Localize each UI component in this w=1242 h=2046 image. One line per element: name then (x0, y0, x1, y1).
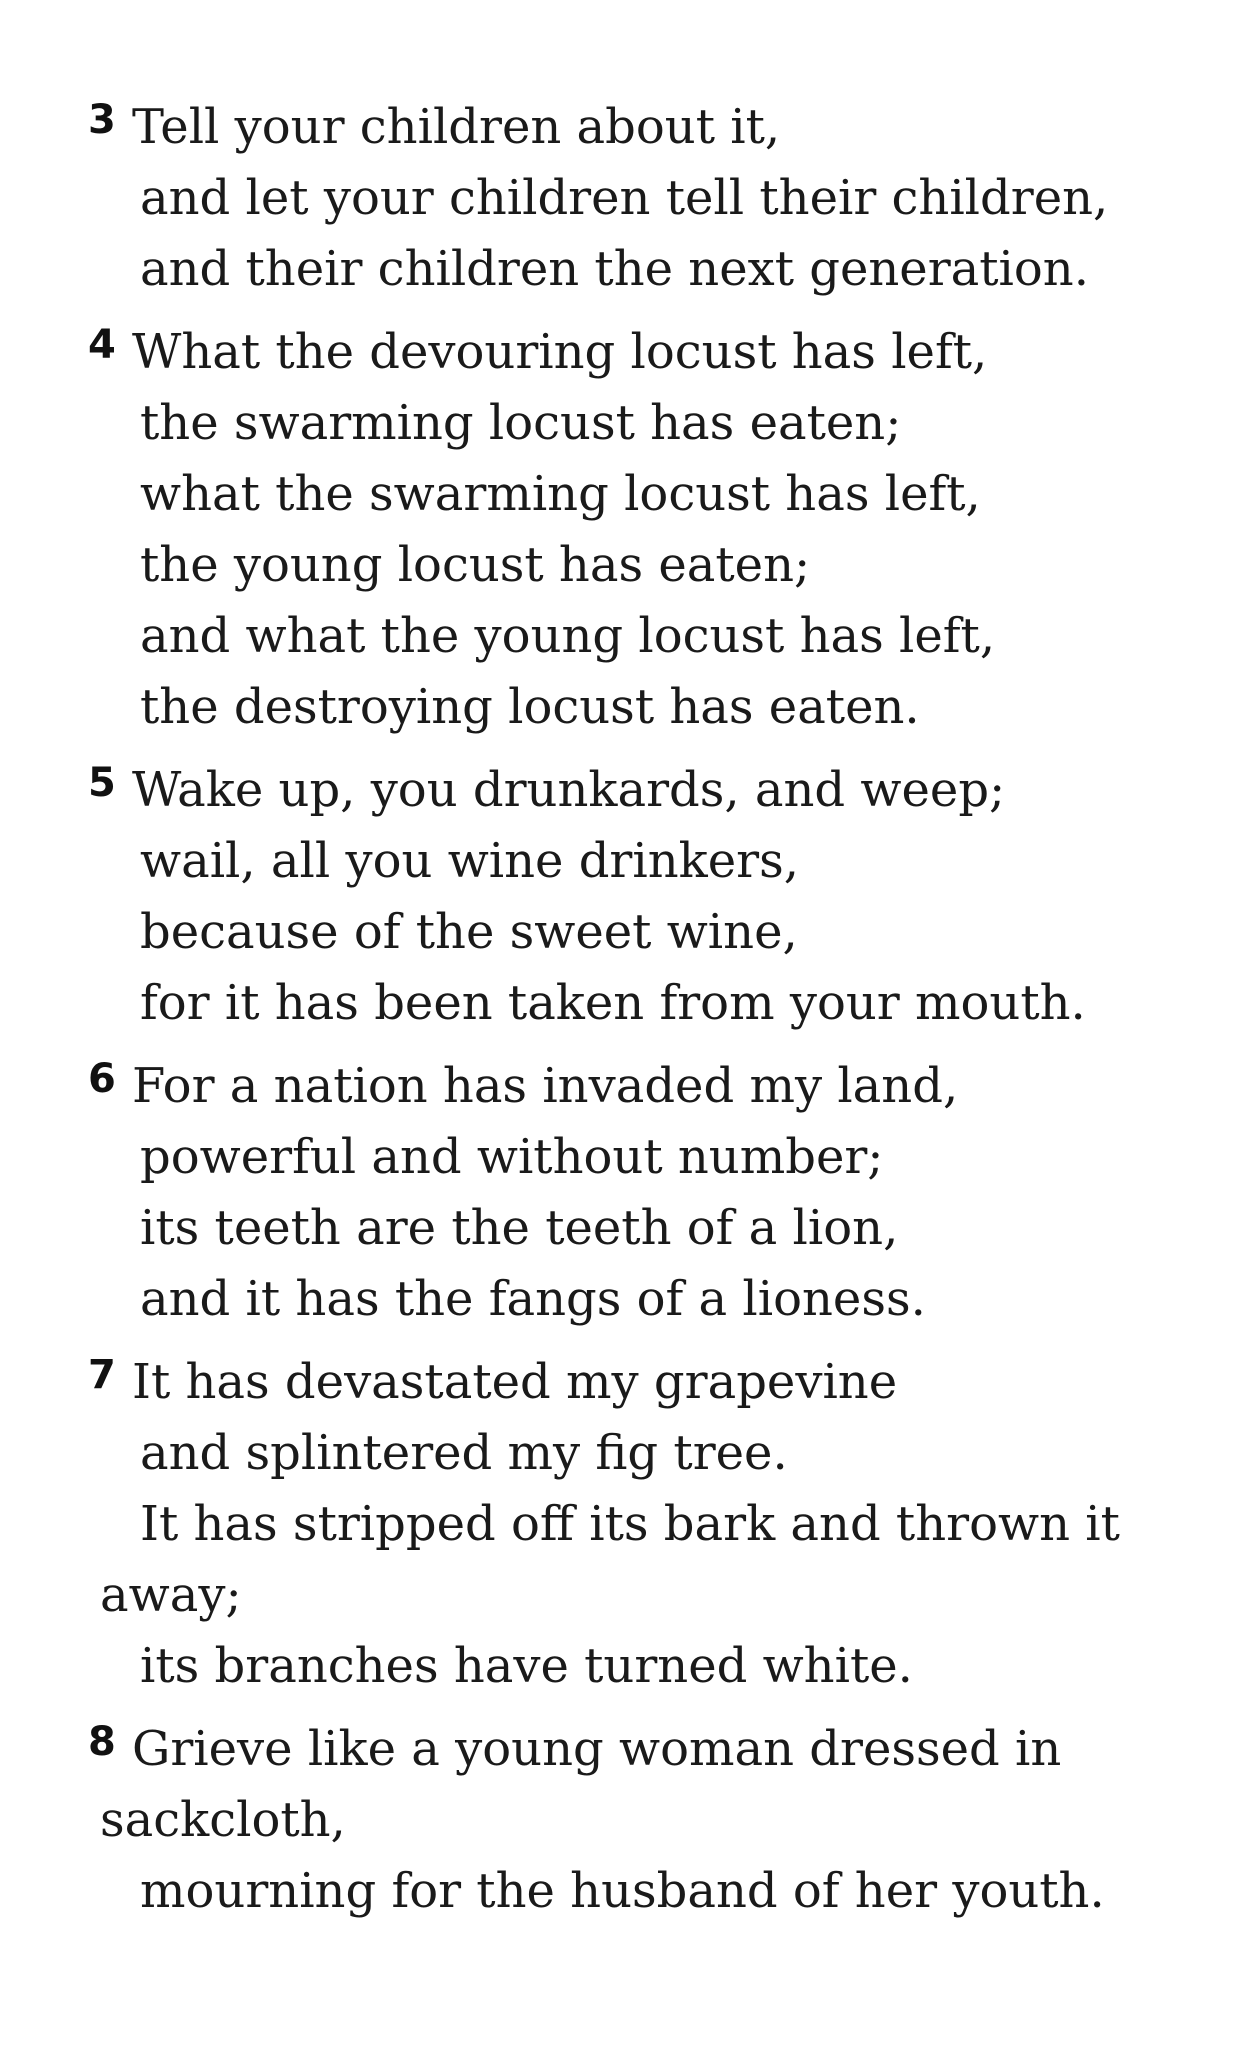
verse-7 (88, 1347, 1202, 1702)
verse-line: powerful and without number; (140, 1129, 884, 1185)
verse-number: 5 (88, 760, 116, 806)
verse-line: because of the sweet wine, (140, 904, 798, 960)
verse-number: 7 (88, 1352, 116, 1398)
verse-line: For a nation has invaded my land, (132, 1058, 959, 1114)
verse-number: 6 (88, 1056, 116, 1102)
verse-line: Grieve like a young woman dressed in (132, 1721, 1062, 1777)
verse-line: the swarming locust has eaten; (140, 395, 902, 451)
verse-line: for it has been taken from your mouth. (140, 975, 1086, 1031)
verse-line: Wake up, you drunkards, and weep; (132, 762, 1006, 818)
verse-line: and splintered my fig tree. (140, 1425, 788, 1481)
verse-line: and it has the fangs of a lioness. (140, 1271, 926, 1327)
verse-line: and their children the next generation. (140, 241, 1089, 297)
verse-line: Tell your children about it, (132, 99, 781, 155)
verse-line: wail, all you wine drinkers, (140, 833, 799, 889)
verse-line: its teeth are the teeth of a lion, (140, 1200, 899, 1256)
verse-line: the destroying locust has eaten. (140, 679, 920, 735)
verse-number: 3 (88, 97, 116, 143)
verse-line: It has devastated my grapevine (132, 1354, 898, 1410)
verse-number: 8 (88, 1719, 116, 1765)
verse-line: the young locust has eaten; (140, 537, 811, 593)
verse-line: sackcloth, (100, 1792, 346, 1848)
verse-4 (88, 317, 1202, 743)
verse-8 (88, 1714, 1202, 1927)
verse-3 (88, 92, 1202, 305)
verse-line: It has stripped off its bark and thrown it (140, 1496, 1120, 1552)
verse-line: What the devouring locust has left, (132, 324, 988, 380)
verse-line: mourning for the husband of her youth. (140, 1863, 1105, 1919)
verse-5 (88, 755, 1202, 1039)
verse-line: and what the young locust has left, (140, 608, 996, 664)
verse-line: what the swarming locust has left, (140, 466, 981, 522)
verse-6 (88, 1051, 1202, 1335)
verse-line: away; (100, 1567, 242, 1623)
verse-line: its branches have turned white. (140, 1638, 913, 1694)
verse-line: and let your children tell their children, (140, 170, 1109, 226)
verse-number: 4 (88, 322, 116, 368)
